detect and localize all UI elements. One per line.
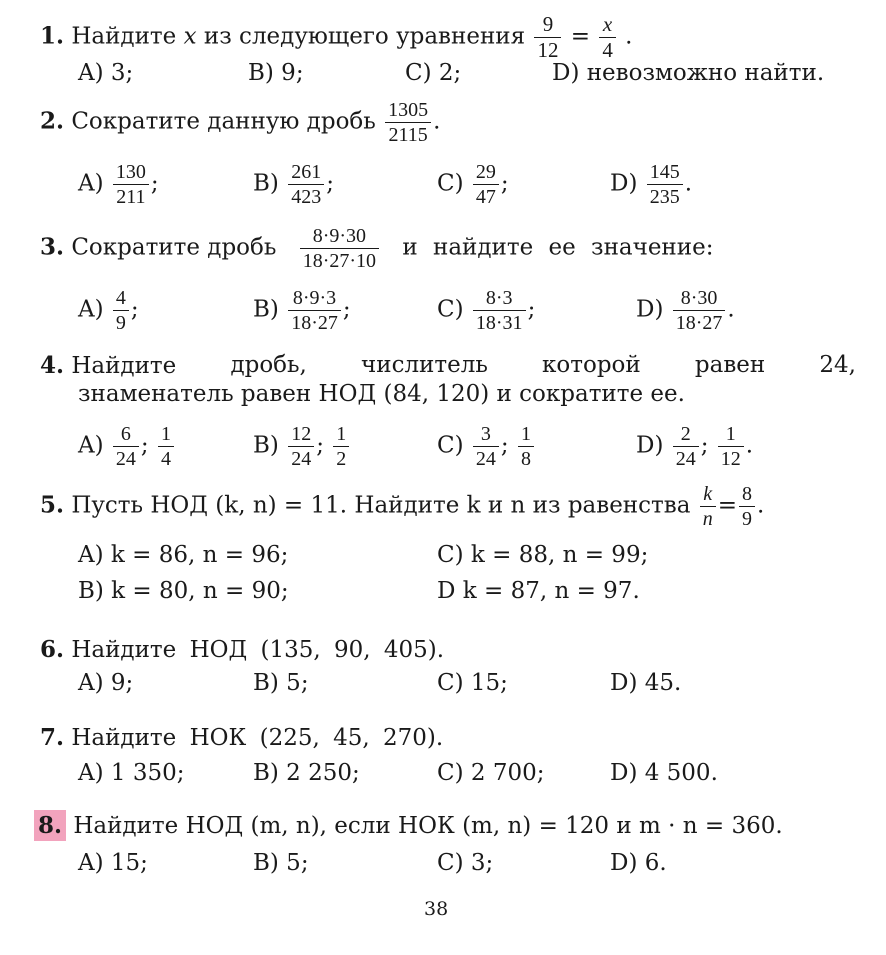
answer-d: D) невозможно найти. xyxy=(552,60,825,86)
question-text: Сократите дробь xyxy=(71,234,277,261)
answer-b: B) $\frac{12}{24}$ ; $\frac{1}{2}$ xyxy=(253,424,351,469)
answer-a: A) k = 86, n = 96; xyxy=(78,542,289,568)
question-number: 1. xyxy=(40,22,65,50)
answer-c: C) k = 88, n = 99; xyxy=(437,542,649,568)
answer-a: A) $\frac{130}{211}$ ; xyxy=(78,161,159,208)
question-text: Пусть НОД (k, n) = 11. Найдите k и n из равенства xyxy=(71,492,691,519)
answer-c: C) 3; xyxy=(437,850,494,876)
answer-d: D) $\frac{2}{24}$ ; $\frac{1}{12}$ . xyxy=(636,423,754,470)
question-4: 4. Найдите дробь, числитель которой равен 24, знаменатель равен НОД (84, 120) и сократите ее. xyxy=(40,352,856,407)
answer-d: D) 45. xyxy=(610,670,682,696)
question-number: 7. xyxy=(40,724,65,751)
question-number: 2. xyxy=(40,107,65,135)
answer-a: A) $\frac{6}{24}$ ; $\frac{1}{4}$ xyxy=(78,424,176,469)
question-text: Найдите НОД (135, 90, 405). xyxy=(71,637,445,663)
answer-b: B) 5; xyxy=(253,850,309,876)
answer-c: C) 15; xyxy=(437,670,508,696)
question-text: Найдите x из следующего уравнения xyxy=(71,23,526,50)
answer-d: D) $\frac{8\cdot 30}{18\cdot 27}$ . xyxy=(636,287,735,334)
answer-a: A) $\frac{4}{9}$ ; xyxy=(78,287,139,334)
fraction: $\frac{9}{12}$ xyxy=(534,14,561,61)
question-3 xyxy=(40,226,780,271)
answer-a: A) 1 350; xyxy=(78,760,185,786)
question-number: 3. xyxy=(40,233,65,261)
fraction: $\frac{1305}{2115}$ xyxy=(385,100,431,145)
answer-a: A) 3; xyxy=(78,60,134,86)
fraction: $\frac{x}{4}$ xyxy=(599,14,616,61)
page-number: 38 xyxy=(424,898,449,920)
answer-b: B) 9; xyxy=(248,60,304,86)
answer-c: C) 2 700; xyxy=(437,760,545,786)
question-6 xyxy=(40,636,444,663)
answer-b: B) 5; xyxy=(253,670,309,696)
question-5: 5. Пусть НОД (k, n) = 11. Найдите k и n из равенства $\frac{k}{n}$ = $\frac{8}{9}$ . xyxy=(40,483,765,530)
answer-c: C) $\frac{29}{47}$ ; xyxy=(437,161,509,208)
answer-b: B) 2 250; xyxy=(253,760,360,786)
answer-c: C) $\frac{3}{24}$ ; $\frac{1}{8}$ xyxy=(437,424,536,469)
question-number-highlighted: 8. xyxy=(34,810,66,841)
answer-d: D) 6. xyxy=(610,850,667,876)
question-number: 4. xyxy=(40,352,65,379)
answer-b: B) k = 80, n = 90; xyxy=(78,578,289,604)
answer-c: C) $\frac{8\cdot 3}{18\cdot 31}$ ; xyxy=(437,287,536,334)
answer-b: B) $\frac{261}{423}$ ; xyxy=(253,161,334,208)
answer-b: B) $\frac{8\cdot 9\cdot 3}{18\cdot 27}$ ; xyxy=(253,287,351,334)
question-2: 2. Сократите данную дробь $\frac{1305}{2115}$ . xyxy=(40,99,441,146)
fraction: $\frac{8}{9}$ xyxy=(739,484,755,529)
question-8 xyxy=(34,812,783,839)
fraction: $\frac{8\cdot 9\cdot 30}{18\cdot 27\cdot 10}$ xyxy=(300,226,379,271)
answer-c: C) 2; xyxy=(405,60,462,86)
answer-d: D) 4 500. xyxy=(610,760,718,786)
question-text-continued: и найдите ее значение: xyxy=(402,234,714,261)
answer-a: A) 15; xyxy=(78,850,148,876)
answer-d: D k = 87, n = 97. xyxy=(437,578,640,604)
question-text: Найдите НОК (225, 45, 270). xyxy=(71,725,444,751)
question-text-line2: знаменатель равен НОД (84, 120) и сократите ее. xyxy=(78,381,685,407)
answer-a: A) 9; xyxy=(78,670,134,696)
question-number: 5. xyxy=(40,491,65,519)
question-7 xyxy=(40,724,443,751)
answer-d: D) $\frac{145}{235}$ . xyxy=(610,161,693,208)
question-text: Найдите НОД (m, n), если НОК (m, n) = 120 и m · n = 360. xyxy=(73,813,783,839)
question-text: Сократите данную дробь xyxy=(71,108,376,135)
question-number: 6. xyxy=(40,636,65,663)
fraction: $\frac{k}{n}$ xyxy=(700,484,716,529)
question-1: 1. Найдите x из следующего уравнения $\frac{9}{12}$ = $\frac{x}{4}$ . xyxy=(40,12,633,62)
